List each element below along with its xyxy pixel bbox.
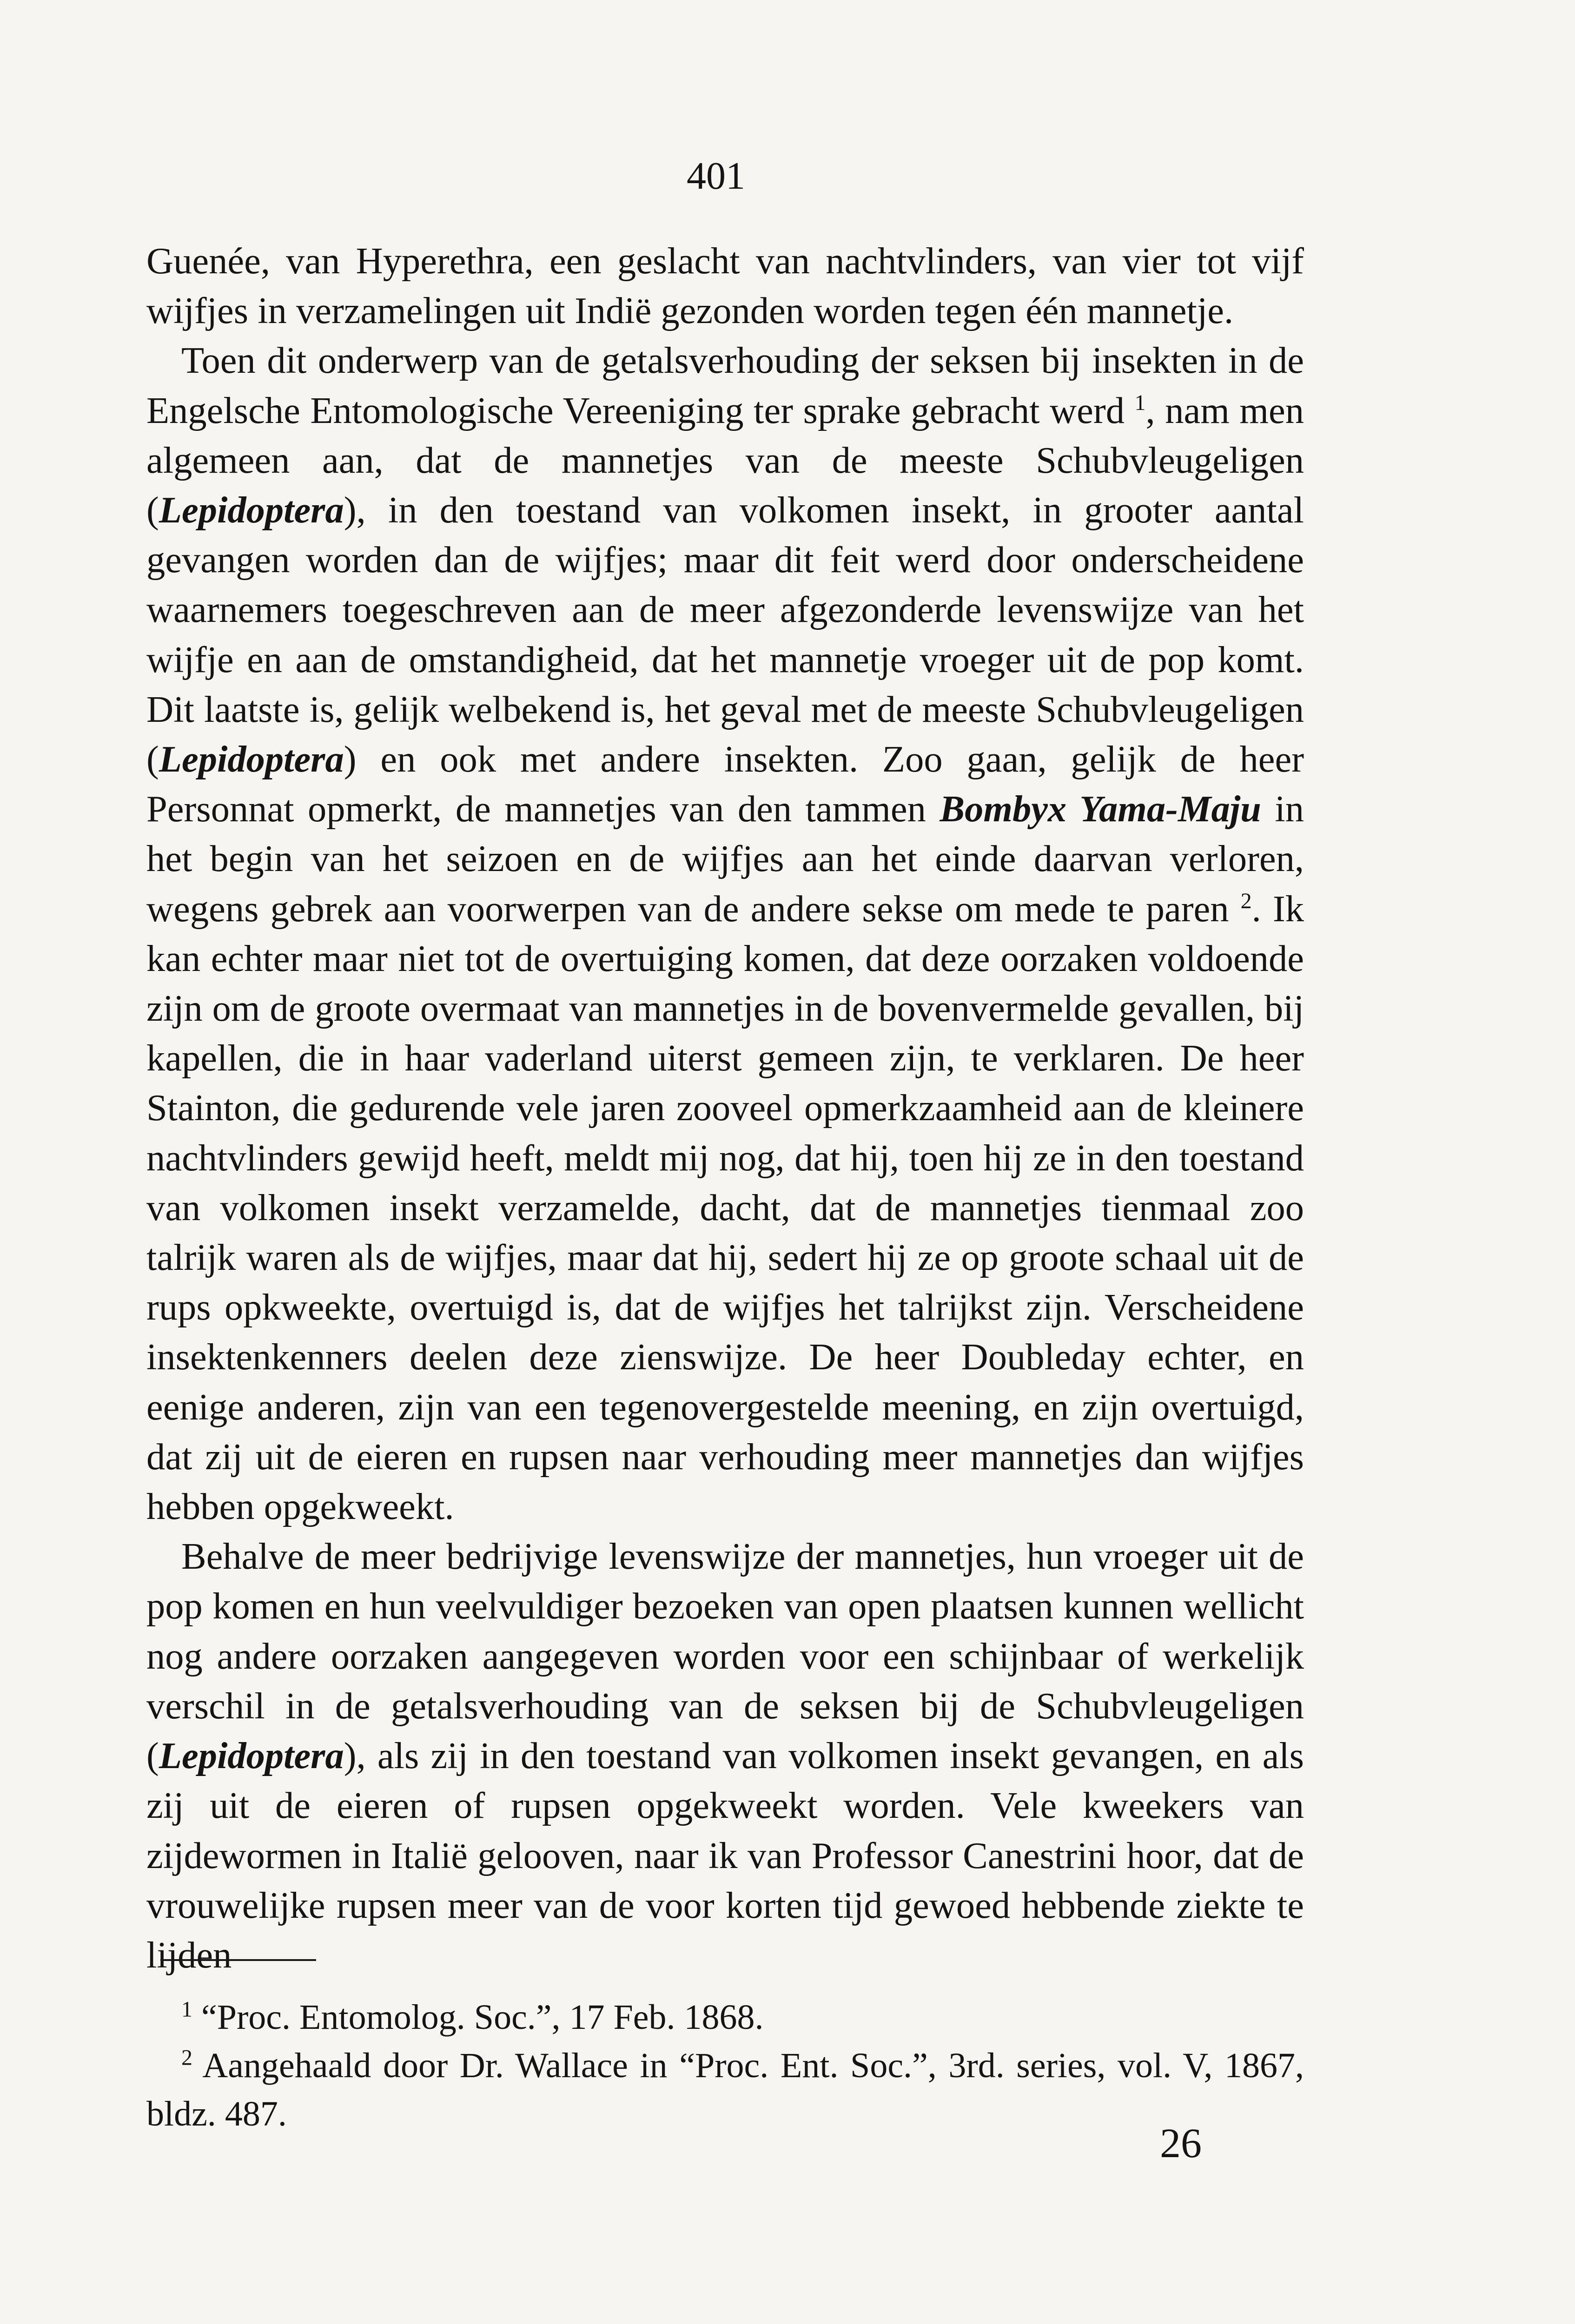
- text-run: ), als zij in den toestand van volkomen insekt gevangen, en als zij uit de eieren of rupsen opgekweekt worden. Vele kweekers van zijdewormen in Italië gelooven, naar ik van Professor Canestrini hoor, dat de vrouwelijke rupsen meer van de voor korten tijd gewoed hebbende ziekte te lijden: [146, 1735, 1304, 1976]
- text-run: ), in den toestand van volkomen insekt, in grooter aantal gevangen worden dan de wijfjes; maar dit feit werd door onderscheidene waarnemers toegeschreven aan de meer afgezonderde levenswijze van het wijfje en aan de omstandigheid, dat het mannetje vroeger uit de pop komt. Dit laatste is, gelijk welbekend is, het geval met de meeste Schubvleugeligen (: [146, 489, 1304, 780]
- italic-term: Lepidoptera: [159, 489, 344, 531]
- text-run: , nam men algemeen aan, dat de mannetjes van de meeste Schubvleugeligen (: [146, 390, 1304, 531]
- footnote-text: “Proc. Entomolog. Soc.”, 17 Feb. 1868.: [201, 1998, 764, 2037]
- text-run: ) en ook met andere insekten. Zoo gaan, gelijk de heer Personnat opmerkt, de mannetjes van den tammen: [146, 739, 1304, 830]
- footnote-mark: 1: [181, 1997, 192, 2022]
- paragraph: [146, 336, 1304, 1532]
- text-run: in het begin van het seizoen en de wijfjes aan het einde daarvan verloren, wegens gebrek aan voorwerpen van de andere sekse om mede te paren: [146, 788, 1304, 930]
- footnote: [146, 1993, 1304, 2041]
- footnote-text: Aangehaald door Dr. Wallace in “Proc. Ent. Soc.”, 3rd. series, vol. V, 1867, bldz. 487.: [146, 2046, 1304, 2133]
- footnote: [146, 2041, 1304, 2138]
- footnote-separator: [160, 1959, 316, 1961]
- footnote-mark: 2: [181, 2045, 192, 2070]
- body-text: [146, 236, 1304, 1980]
- footnote-ref: 1: [1134, 390, 1146, 415]
- text-run: Toen dit onderwerp van de getalsverhouding der seksen bij insekten in de Engelsche Entomologische Vereeniging ter sprake gebracht werd: [146, 340, 1304, 431]
- page-number: 401: [687, 154, 745, 198]
- italic-term: Lepidoptera: [159, 739, 344, 780]
- text-run: . Ik kan echter maar niet tot de overtuiging komen, dat deze oorzaken voldoende zijn om de groote overmaat van mannetjes in de bovenvermelde gevallen, bij kapellen, die in haar vaderland uiterst gemeen zijn, te verklaren. De heer Stainton, die gedurende vele jaren zooveel opmerkzaamheid aan de kleinere nachtvlinders gewijd heeft, meldt mij nog, dat hij, toen hij ze in den toestand van volkomen insekt verzamelde, dacht, dat de mannetjes tienmaal zoo talrijk waren als de wijfjes, maar dat hij, sedert hij ze op groote schaal uit de rups opkweekte, overtuigd is, dat de wijfjes het talrijkst zijn. Verscheidene insektenkenners deelen deze zienswijze. De heer Doubleday echter, en eenige anderen, zijn van een tegenovergestelde meening, en zijn overtuigd, dat zij uit de eieren en rupsen naar verhouding meer mannetjes dan wijfjes hebben opgekweekt.: [146, 888, 1304, 1528]
- italic-term: Lepidoptera: [159, 1735, 344, 1777]
- text-run: Behalve de meer bedrijvige levenswijze der mannetjes, hun vroeger uit de pop komen en hun veelvuldiger bezoeken van open plaatsen kunnen wellicht nog andere oorzaken aangegeven worden voor een schijnbaar of werkelijk verschil in de getalsverhouding van de seksen bij de Schubvleugeligen (: [146, 1536, 1304, 1777]
- italic-term: Bombyx Yama-Maju: [940, 788, 1261, 830]
- footnote-ref: 2: [1240, 888, 1252, 913]
- footnotes: [146, 1993, 1304, 2138]
- paragraph: [146, 1532, 1304, 1980]
- paragraph: [146, 236, 1304, 336]
- text-run: Guenée, van Hyperethra, een geslacht van nachtvlinders, van vier tot vijf wijfjes in verzamelingen uit Indië gezonden worden tegen één mannetje.: [146, 240, 1304, 332]
- signature-mark: 26: [1160, 2120, 1202, 2166]
